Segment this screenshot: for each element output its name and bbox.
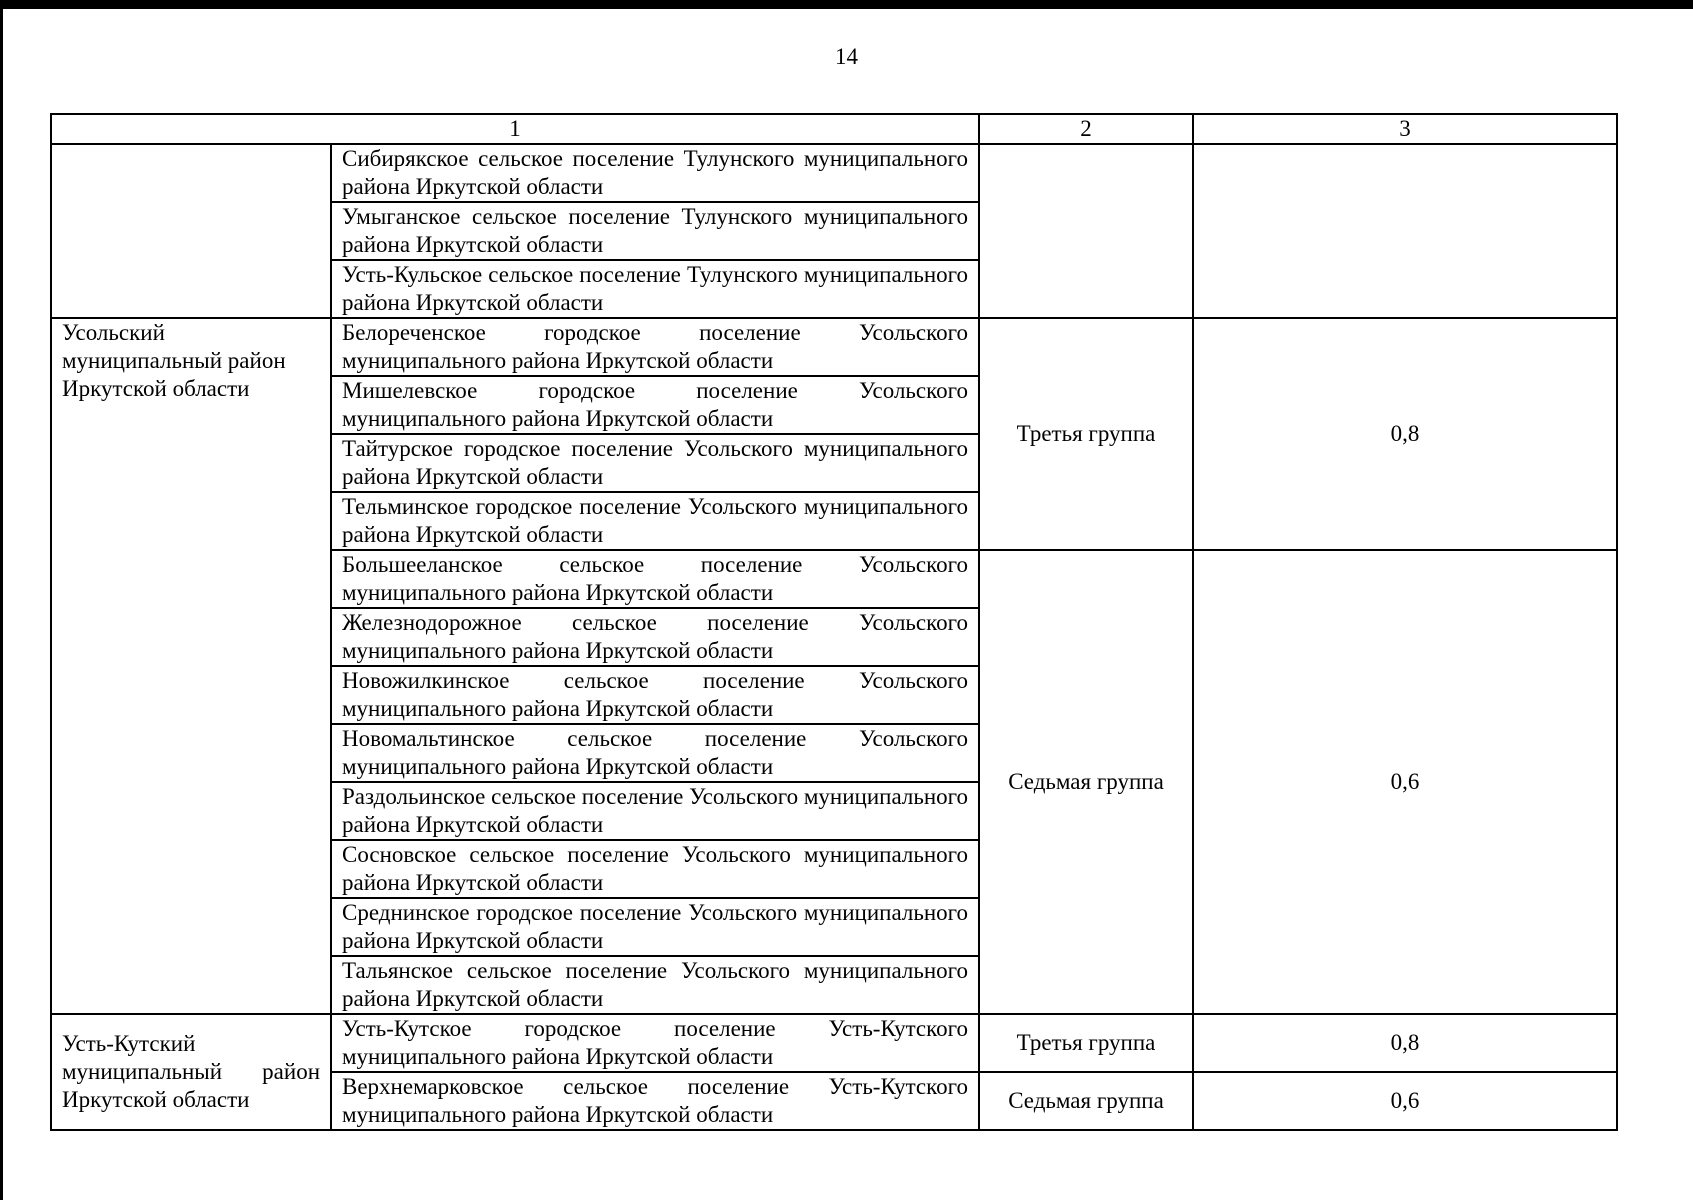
settlement-cell: Сосновское сельское поселение Усольского муниципального района Иркутской области bbox=[331, 840, 979, 898]
table-header-row bbox=[51, 114, 1617, 144]
group-cell: Седьмая группа bbox=[979, 550, 1193, 1014]
page-top-border bbox=[0, 0, 1693, 9]
coefficient-cell: 0,6 bbox=[1193, 1072, 1617, 1130]
settlement-cell: Сибирякское сельское поселение Тулунского муниципального района Иркутской области bbox=[331, 144, 979, 202]
settlement-cell: Мишелевское городское поселение Усольского муниципального района Иркутской области bbox=[331, 376, 979, 434]
settlement-cell: Среднинское городское поселение Усольского муниципального района Иркутской области bbox=[331, 898, 979, 956]
table-row bbox=[51, 318, 1617, 376]
table-row bbox=[51, 1014, 1617, 1072]
coefficient-cell: 0,8 bbox=[1193, 318, 1617, 550]
settlement-cell: Верхнемарковское сельское поселение Усть-Кутского муниципального района Иркутской области bbox=[331, 1072, 979, 1130]
settlement-cell: Новомальтинское сельское поселение Усольского муниципального района Иркутской области bbox=[331, 724, 979, 782]
settlement-cell: Тайтурское городское поселение Усольского муниципального района Иркутской области bbox=[331, 434, 979, 492]
settlement-cell: Тальянское сельское поселение Усольского муниципального района Иркутской области bbox=[331, 956, 979, 1014]
settlement-cell: Тельминское городское поселение Усольского муниципального района Иркутской области bbox=[331, 492, 979, 550]
settlement-cell: Новожилкинское сельское поселение Усольского муниципального района Иркутской области bbox=[331, 666, 979, 724]
settlement-cell: Большееланское сельское поселение Усольского муниципального района Иркутской области bbox=[331, 550, 979, 608]
settlement-cell: Раздольинское сельское поселение Усольского муниципального района Иркутской области bbox=[331, 782, 979, 840]
column-header-3: 3 bbox=[1193, 114, 1617, 144]
municipal-groups-table bbox=[50, 113, 1618, 1131]
district-cell: Усольский муниципальный район Иркутской области bbox=[51, 318, 331, 1014]
settlement-cell: Железнодорожное сельское поселение Усольского муниципального района Иркутской области bbox=[331, 608, 979, 666]
column-header-1: 1 bbox=[51, 114, 979, 144]
group-cell: Третья группа bbox=[979, 1014, 1193, 1072]
coefficient-cell-empty bbox=[1193, 144, 1617, 318]
page-number: 14 bbox=[835, 44, 858, 69]
table-row bbox=[51, 144, 1617, 202]
coefficient-cell: 0,6 bbox=[1193, 550, 1617, 1014]
group-cell-empty bbox=[979, 144, 1193, 318]
group-cell: Третья группа bbox=[979, 318, 1193, 550]
settlement-cell: Белореченское городское поселение Усольского муниципального района Иркутской области bbox=[331, 318, 979, 376]
settlement-cell: Усть-Кутское городское поселение Усть-Кутского муниципального района Иркутской области bbox=[331, 1014, 979, 1072]
group-cell: Седьмая группа bbox=[979, 1072, 1193, 1130]
district-cell: Усть-Кутский муниципальный район Иркутской области bbox=[51, 1014, 331, 1130]
settlement-cell: Усть-Кульское сельское поселение Тулунского муниципального района Иркутской области bbox=[331, 260, 979, 318]
coefficient-cell: 0,8 bbox=[1193, 1014, 1617, 1072]
column-header-2: 2 bbox=[979, 114, 1193, 144]
settlement-cell: Умыганское сельское поселение Тулунского муниципального района Иркутской области bbox=[331, 202, 979, 260]
district-cell-empty bbox=[51, 144, 331, 318]
page-left-border bbox=[0, 0, 3, 1200]
